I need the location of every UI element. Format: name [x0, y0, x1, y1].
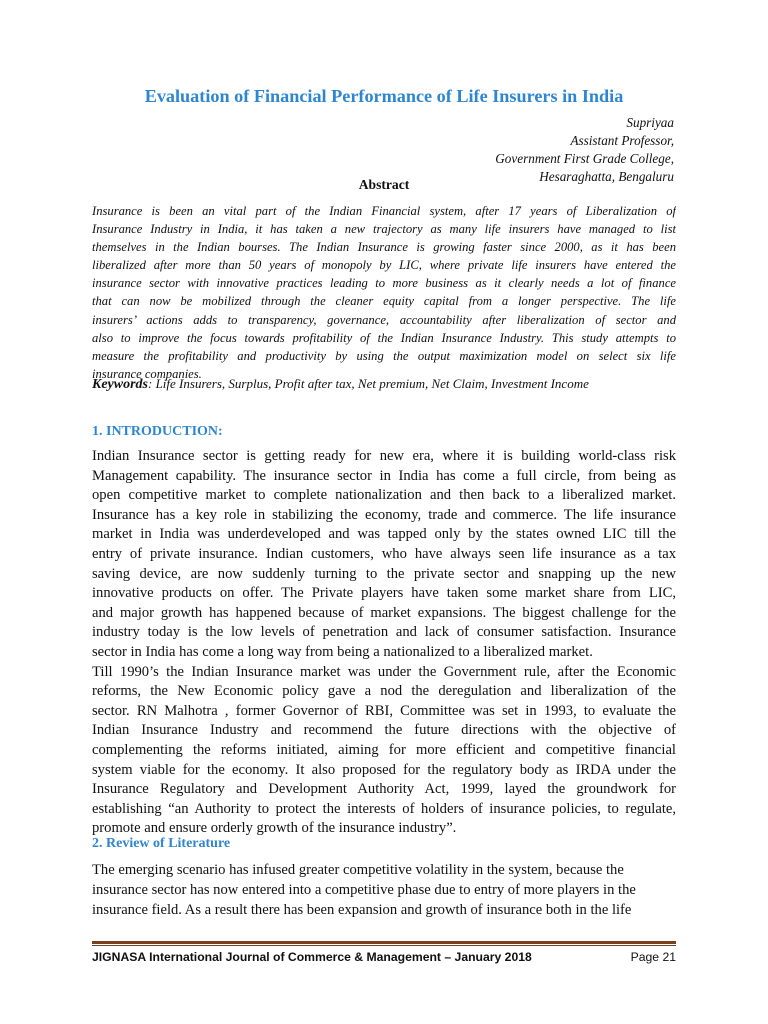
intro-line: market in India was underdeveloped and was tapped only by the states owned LIC till the	[92, 526, 676, 543]
abstract-line: also to improve the focus towards profitability of the Indian Insurance Industry. This study attempts to	[92, 330, 676, 345]
intro-line: system viable for the economy. It also proposed for the regulatory body as IRDA under the	[92, 761, 676, 778]
review-heading: 2. Review of Literature	[92, 836, 231, 851]
footer-page-number: Page 21	[630, 950, 676, 964]
review-line: The emerging scenario has infused greater competitive volatility in the system, because the	[92, 862, 624, 878]
abstract-line: insurers’ actions adds to transparency, governance, accountability after liberalization of sector and	[92, 312, 676, 327]
author-college: Government First Grade College,	[495, 151, 674, 166]
intro-line: establishing “an Authority to protect the interests of holders of insurance policies, to regulate,	[92, 800, 676, 817]
footer-rule-thin	[92, 945, 676, 946]
intro-line: reforms, the New Economic policy gave a nod the deregulation and liberalization of the	[92, 683, 676, 700]
abstract-line: insurance sector with innovative practices leading to more business as it clearly needs a lot of finance	[92, 276, 676, 291]
footer-journal: JIGNASA International Journal of Commerce & Management – January 2018	[92, 950, 532, 964]
author-name: Supriyaa	[626, 115, 674, 130]
abstract-heading: Abstract	[358, 177, 410, 192]
intro-line: promote and ensure orderly growth of the insurance industry”.	[92, 820, 457, 837]
intro-line: Till 1990’s the Indian Insurance market was under the Government rule, after the Economic	[92, 663, 676, 680]
author-designation: Assistant Professor,	[570, 133, 674, 148]
abstract-line: liberalized after more than 50 years of monopoly by LIC, where private life insurers have entered the	[92, 258, 676, 273]
introduction-text	[92, 447, 676, 839]
intro-line: Indian Insurance Industry and recommend the future directions with the objective of	[92, 722, 676, 739]
intro-line: entry of private insurance. Indian customers, who have always seen life insurance as a tax	[92, 545, 676, 562]
intro-line: complementing the reforms initiated, aiming for more efficient and competitive financial	[92, 741, 676, 758]
review-line: insurance field. As a result there has been expansion and growth of insurance both in the life	[92, 901, 632, 918]
intro-line: Insurance Regulatory and Development Authority Act, 1999, layed the groundwork for	[92, 781, 676, 798]
intro-line: and major growth has happened because of market expansions. The biggest challenge for the	[92, 604, 676, 621]
introduction-heading: 1. INTRODUCTION:	[92, 424, 223, 439]
abstract-line: that can now be mobilized through the cleaner equity capital from a longer perspective. The life	[92, 294, 676, 309]
intro-line: sector. RN Malhotra , former Governor of RBI, Committee was set in 1993, to evaluate the	[92, 702, 676, 719]
intro-line: saving device, are now suddenly turning to the private sector and snapping up the new	[92, 565, 676, 582]
intro-line: Indian Insurance sector is getting ready for new era, where it is building world-class risk	[92, 448, 676, 464]
footer-rule	[92, 941, 676, 944]
paper-title: Evaluation of Financial Performance of Life Insurers in India	[144, 86, 624, 106]
abstract-line: Insurance is been an vital part of the Indian Financial system, after 17 years of Liberalization of	[92, 204, 676, 218]
abstract-line: insurance companies.	[92, 366, 202, 381]
author-location: Hesaraghatta, Bengaluru	[539, 169, 674, 184]
intro-line: open competitive market to complete nationalization and then back to a liberalized market.	[92, 487, 676, 504]
intro-line: industry today is the low levels of penetration and lack of consumer satisfaction. Insurance	[92, 624, 676, 641]
keywords	[92, 376, 676, 393]
intro-line: Management capability. The insurance sector in India has come a full circle, from being as	[92, 467, 676, 484]
review-text	[92, 861, 676, 920]
keywords-label: Keywords	[92, 377, 148, 392]
intro-line: innovative products on offer. The Private players have taken some market share from LIC,	[92, 585, 676, 602]
keywords-text: : Life Insurers, Surplus, Profit after tax, Net premium, Net Claim, Investment Income	[148, 376, 589, 391]
abstract-text	[92, 202, 676, 383]
abstract-line: Insurance Industry in India, it has taken a new trajectory as many life insurers have managed to list	[92, 222, 676, 237]
review-line: insurance sector has now entered into a competitive phase due to entry of more players in the	[92, 881, 636, 898]
abstract-line: measure the profitability and productivity by using the output maximization model on select six life	[92, 348, 676, 363]
intro-line: sector in India has come a long way from being a nationalized to a liberalized market.	[92, 643, 593, 660]
author-block	[495, 114, 674, 186]
intro-line: Insurance has a key role in stabilizing the economy, trade and commerce. The life insurance	[92, 506, 676, 523]
abstract-line: themselves in the Indian bourses. The Indian Insurance is growing faster since 2000, as it has been	[92, 240, 676, 255]
